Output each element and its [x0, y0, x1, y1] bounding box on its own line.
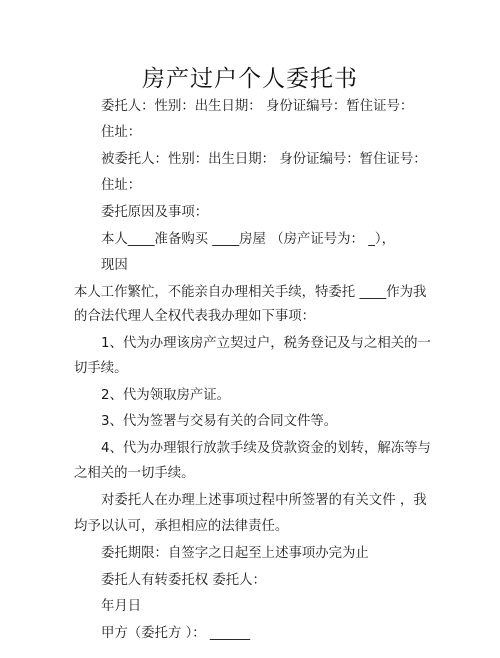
item-1-line: 1、代为办理该房产立契过户，税务登记及与之相关的一	[101, 336, 431, 351]
acknowledgement-line: 对委托人在办理上述事项过程中所签署的有关文件 ，我	[101, 493, 427, 508]
agent-info-line: 被委托人：性别：出生日期： 身份证编号：暂住证号：	[101, 152, 427, 167]
item-1-continued-line: 切手续。	[74, 361, 128, 376]
term-line: 委托期限：自签字之日起至上述事项办完为止	[101, 546, 369, 561]
reason-heading-line: 委托原因及事项：	[101, 205, 209, 220]
body-paragraph-line: 的合法代理人全权代表我办理如下事项：	[74, 309, 316, 324]
agent-address-line: 住址：	[101, 178, 142, 193]
date-line: 年月日	[101, 599, 142, 614]
item-3-line: 3、代为签署与交易有关的合同文件等。	[101, 414, 338, 429]
principal-info-line: 委托人：性别：出生日期： 身份证编号：暂住证号：	[101, 99, 414, 114]
item-2-line: 2、代为领取房产证。	[101, 388, 231, 403]
body-paragraph-line: 本人工作繁忙，不能亲自办理相关手续，特委托 ____作为我	[74, 285, 427, 300]
item-4-continued-line: 之相关的一切手续。	[74, 466, 195, 481]
subdelegation-line: 委托人有转委托权 委托人：	[101, 573, 266, 588]
principal-address-line: 住址：	[101, 125, 142, 140]
acknowledgement-continued-line: 均予以认可，承担相应的法律责任。	[74, 519, 289, 534]
document-title: 房产过户个人委托书	[142, 66, 358, 92]
item-4-line: 4、代为办理银行放款手续及贷款资金的划转，解冻等与	[101, 441, 431, 456]
party-a-signature-line: 甲方（委托方 ）： ______	[101, 626, 251, 641]
purchase-line: 本人____准备购买 ____房屋 （房产证号为： _），	[101, 232, 395, 247]
now-because-line: 现因	[101, 258, 128, 273]
